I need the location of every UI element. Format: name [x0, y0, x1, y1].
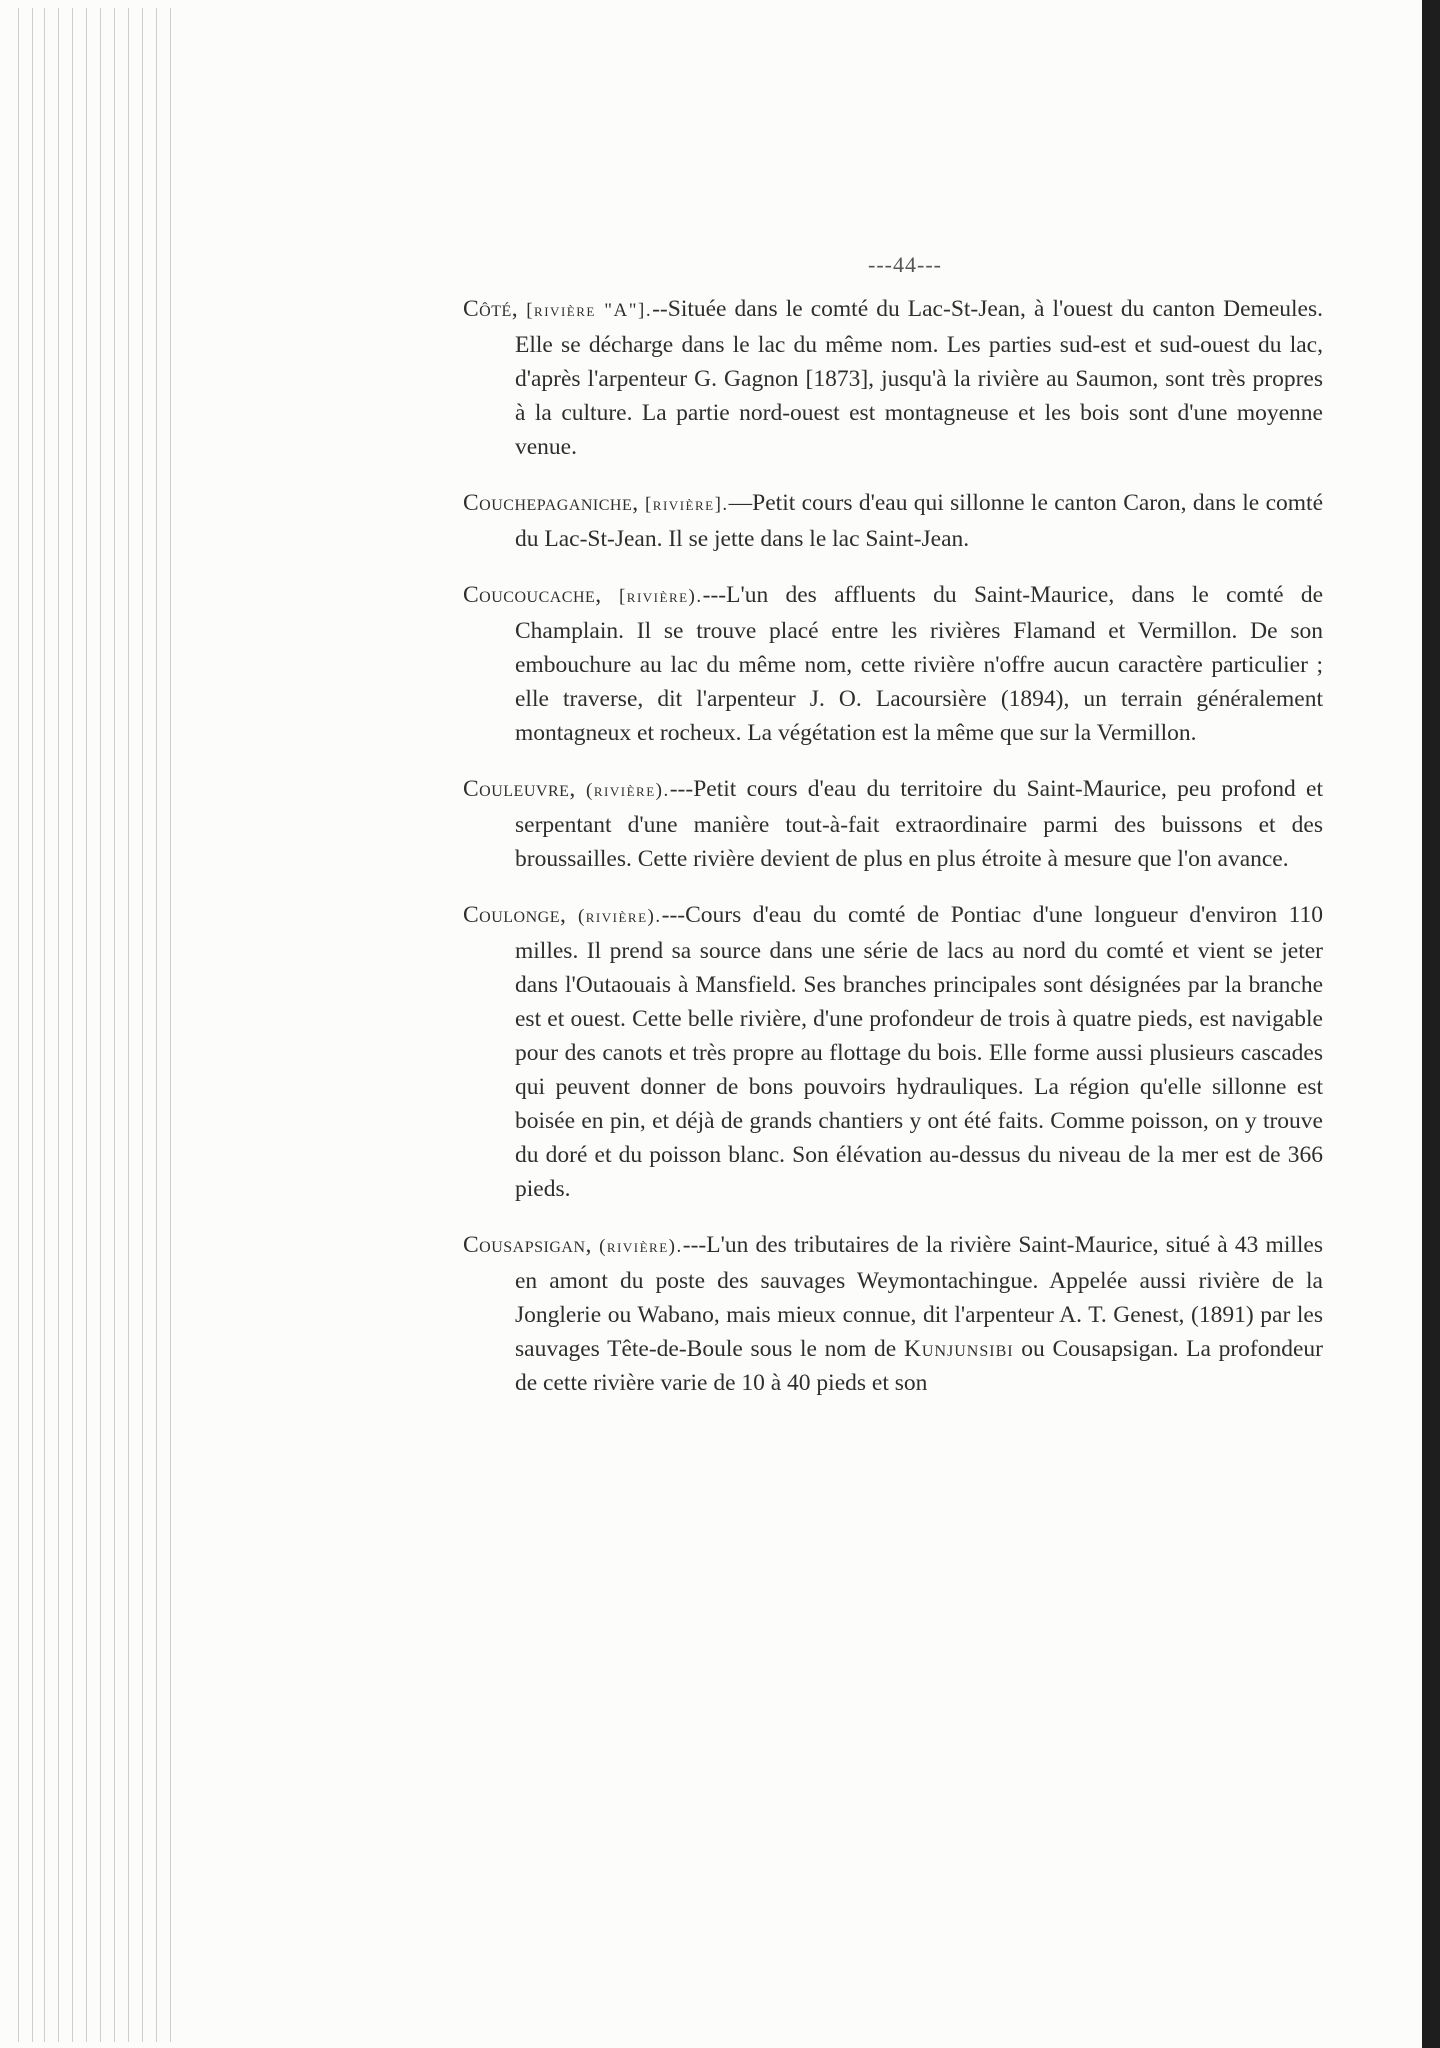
entry-text: ---L'un des tributaires de la rivière Saint-Maurice, situé à 43 milles en amont du poste des sauvages Weymontachingue. Appelée aussi rivière de la Jonglerie ou Wabano, mais mieux connue, dit l'arpenteur A. T. Genest, (1891) par les sauvages Tête-de-Boule sous le nom de [515, 1232, 1323, 1362]
entry-emphasis: Kunjunsibi [903, 1336, 1014, 1362]
entry-coulonge [463, 898, 1323, 1206]
entry-label: (rivière). [586, 780, 670, 801]
entry-label: [rivière "A"]. [526, 300, 653, 321]
entry-label: [rivière). [618, 586, 703, 607]
entry-headword: Couchepaganiche, [463, 490, 639, 516]
gazetteer-entries [463, 292, 1323, 1422]
entry-text-continued: ou Cousapsigan. La profondeur de cette rivière varie de 10 à 40 pieds et son [515, 1336, 1323, 1396]
entry-cote [463, 292, 1323, 464]
page-gutter-shadow [1422, 0, 1440, 2048]
entry-label: [rivière]. [644, 494, 729, 515]
page-number: ---44--- [868, 252, 942, 277]
entry-label: (rivière). [599, 1236, 683, 1257]
entry-headword: Coucoucache, [463, 582, 602, 608]
entry-headword: Côté, [463, 296, 519, 322]
page-stack-edge [0, 0, 185, 2048]
entry-text: —Petit cours d'eau qui sillonne le canton Caron, dans le comté du Lac-St-Jean. Il se jette dans le lac Saint-Jean. [515, 490, 1323, 552]
entry-text: ---L'un des affluents du Saint-Maurice, dans le comté de Champlain. Il se trouve placé entre les rivières Flamand et Vermillon. De son embouchure au lac du même nom, cette rivière n'offre aucun caractère particulier ; elle traverse, dit l'arpenteur J. O. Lacoursière (1894), un terrain généralement montagneux et rocheux. La végétation est la même que sur la Vermillon. [515, 582, 1323, 746]
entry-headword: Couleuvre, [463, 776, 576, 802]
entry-couchepaganiche [463, 486, 1323, 556]
entry-headword: Cousapsigan, [463, 1232, 592, 1258]
entry-text: ---Petit cours d'eau du territoire du Saint-Maurice, peu profond et serpentant d'une manière tout-à-fait extraordinaire parmi des buissons et des broussailles. Cette rivière devient de plus en plus étroite à mesure que l'on avance. [515, 776, 1324, 872]
entry-cousapsigan [463, 1228, 1323, 1400]
entry-headword: Coulonge, [463, 902, 567, 928]
entry-text: ---Cours d'eau du comté de Pontiac d'une longueur d'environ 110 milles. Il prend sa source dans une série de lacs au nord du comté et vient se jeter dans l'Outaouais à Mansfield. Ses branches principales sont désignées par la branche est et ouest. Cette belle rivière, d'une profondeur de trois à quatre pieds, est navigable pour des canots et très propre au flottage du bois. Elle forme aussi plusieurs cascades qui peuvent donner de bons pouvoirs hydrauliques. La région qu'elle sillonne est boisée en pin, et déjà de grands chantiers y ont été faits. Comme poisson, on y trouve du doré et du poisson blanc. Son élévation au-dessus du niveau de la mer est de 366 pieds. [515, 902, 1324, 1202]
entry-label: (rivière). [577, 906, 662, 927]
entry-text: --Située dans le comté du Lac-St-Jean, à l'ouest du canton Demeules. Elle se décharge dans le lac du même nom. Les parties sud-est et sud-ouest du lac, d'après l'arpenteur G. Gagnon [1873], jusqu'à la rivière au Saumon, sont très propres à la culture. La partie nord-ouest est montagneuse et les bois sont d'une moyenne venue. [515, 296, 1323, 460]
entry-couleuvre [463, 772, 1323, 876]
entry-coucoucache [463, 578, 1323, 750]
